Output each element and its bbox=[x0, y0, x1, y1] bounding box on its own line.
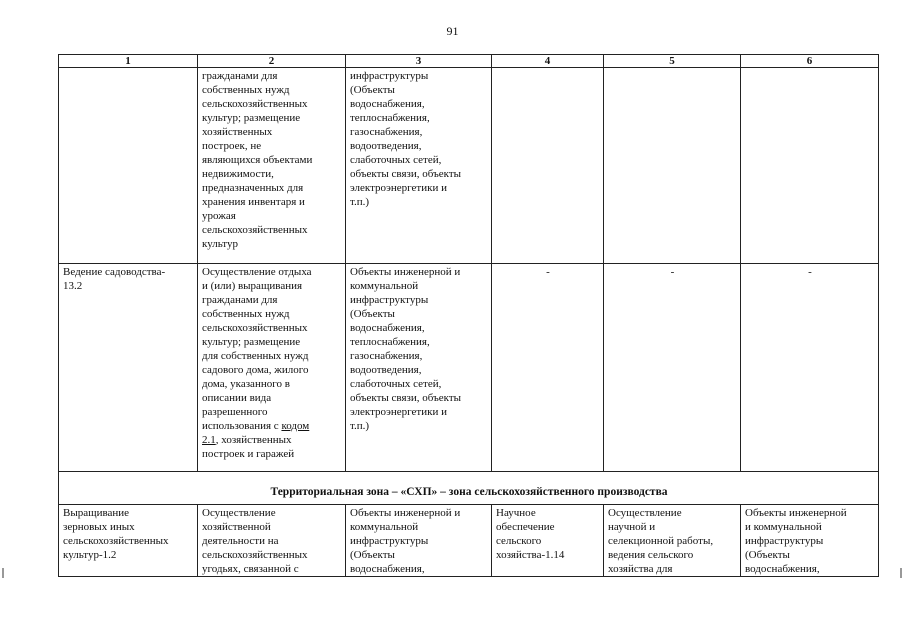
zone-title: Территориальная зона – «СХП» – зона сельскохозяйственного производства bbox=[59, 472, 879, 505]
table-row bbox=[59, 505, 879, 577]
cell-text: гражданами для собственных нужд сельскохозяйственных культур; размещение хозяйственных построек, не являющихся объектами недвижимости, предназначенных для хранения инвентаря и урожая сельскохозяйственных культур bbox=[202, 70, 313, 250]
column-header-1: 1 bbox=[59, 55, 198, 68]
dash-value: - bbox=[808, 266, 812, 278]
table-header-row bbox=[59, 55, 879, 68]
permitted-use-name: Ведение садоводства- 13.2 bbox=[63, 266, 166, 292]
cell-text: инфраструктуры (Объекты водоснабжения, теплоснабжения, газоснабжения, водоотведения, слаботочных сетей, объекты связи, объекты электроэнергетики и т.п.) bbox=[350, 70, 462, 208]
page-number: 91 bbox=[446, 24, 459, 38]
cell-text: Выращивание зерновых иных сельскохозяйственных культур-1.2 bbox=[63, 507, 169, 561]
column-header-2: 2 bbox=[198, 55, 346, 68]
column-header-5: 5 bbox=[604, 55, 741, 68]
table-cell bbox=[59, 505, 198, 577]
land-use-table bbox=[58, 54, 879, 577]
table-cell bbox=[604, 264, 741, 472]
table-cell bbox=[198, 68, 346, 264]
code-link[interactable]: кодом bbox=[281, 420, 310, 432]
table-cell bbox=[741, 505, 879, 577]
table-row bbox=[59, 68, 879, 264]
table-cell bbox=[604, 68, 741, 264]
table-cell bbox=[59, 264, 198, 472]
column-header-6: 6 bbox=[741, 55, 879, 68]
cell-text: Объекты инженерной и коммунальной инфраструктуры (Объекты водоснабжения, bbox=[350, 507, 461, 575]
dash-value: - bbox=[670, 266, 675, 278]
table-cell bbox=[59, 68, 198, 264]
table-cell bbox=[346, 505, 492, 577]
table-cell bbox=[492, 505, 604, 577]
zone-title-row bbox=[59, 472, 879, 505]
scan-edge-mark-left bbox=[2, 568, 4, 578]
cell-text: Объекты инженерной и коммунальной инфраструктуры (Объекты водоснабжения, теплоснабжения, газоснабжения, водоотведения, слаботочных сетей, объекты связи, объекты электроэнергетики и т.п.) bbox=[350, 266, 462, 432]
cell-text: Научное обеспечение сельского хозяйства-1.14 bbox=[496, 507, 565, 561]
table-cell bbox=[346, 264, 492, 472]
column-header-4: 4 bbox=[492, 55, 604, 68]
table-cell bbox=[604, 505, 741, 577]
table-cell bbox=[346, 68, 492, 264]
code-number-link[interactable]: 2.1 bbox=[202, 434, 216, 446]
scan-edge-mark-right bbox=[900, 568, 902, 578]
cell-text: Объекты инженерной и коммунальной инфраструктуры (Объекты водоснабжения, bbox=[745, 507, 847, 575]
column-header-3: 3 bbox=[346, 55, 492, 68]
table-row bbox=[59, 264, 879, 472]
table-cell bbox=[198, 264, 346, 472]
table-cell bbox=[198, 505, 346, 577]
table-cell bbox=[492, 264, 604, 472]
dash-value: - bbox=[546, 266, 550, 278]
cell-text: Осуществление хозяйственной деятельности на сельскохозяйственных угодьях, связанной с bbox=[202, 507, 308, 575]
cell-text: Осуществление научной и селекционной работы, ведения сельского хозяйства для bbox=[608, 507, 714, 575]
table-cell bbox=[492, 68, 604, 264]
permitted-use-description: Осуществление отдыха и (или) выращивания гражданами для собственных нужд сельскохозяйственных культур; размещение для собственных нужд садового дома, жилого дома, указанного в описании вида разрешенного использования с кодом 2.1, хозяйственных пострoек и гаражей bbox=[202, 266, 312, 460]
table-cell bbox=[741, 68, 879, 264]
table-cell bbox=[741, 264, 879, 472]
